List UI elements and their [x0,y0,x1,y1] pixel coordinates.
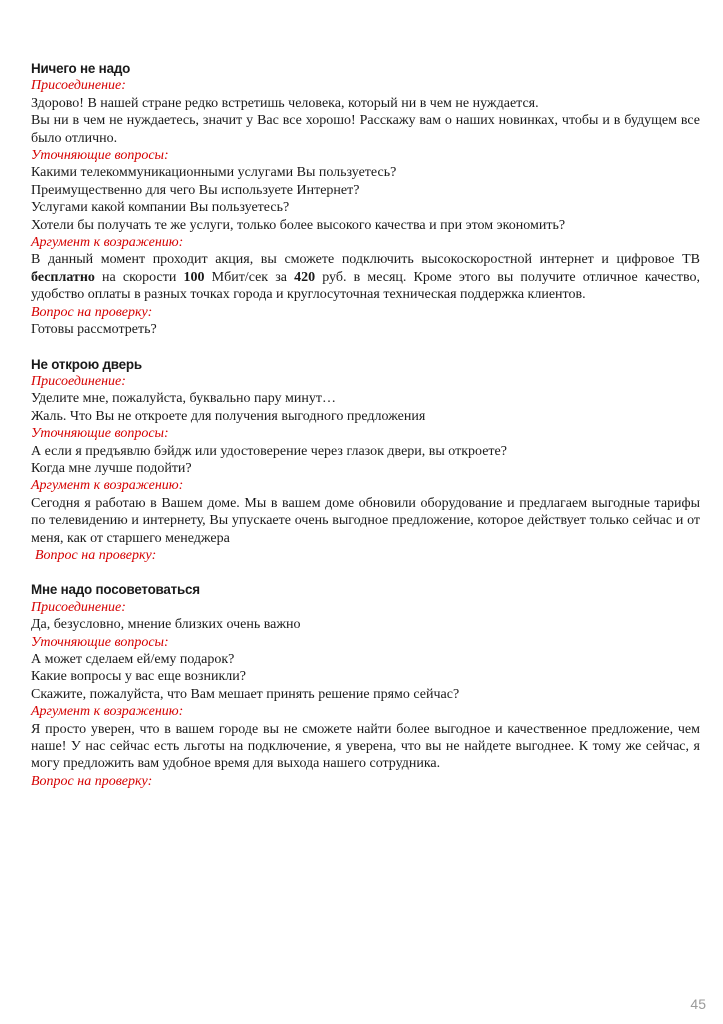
argument-label: Аргумент к возражению: [31,478,184,494]
document-page [31,60,700,790]
question-item: Скажите, пожалуйста, что Вам мешает принять решение прямо сейчас? [31,686,460,702]
join-line: Да, безусловно, мнение близких очень важно [31,617,301,633]
page-number: 45 [690,996,706,1012]
join-label: Присоединение: [31,373,126,389]
argument-text: Сегодня я работаю в Вашем доме. Мы в вашем доме обновили оборудование и предлагаем выгодные тарифы по телевидению и интернету, Вы упускаете очень выгодное предложение, которое действует только сейчас и от меня, как от старшего менеджера [31,495,700,546]
section-need-to-consult [31,581,700,790]
join-label: Присоединение: [31,599,126,615]
check-label: Вопрос на проверку: [35,547,157,563]
join-label: Присоединение: [31,78,126,94]
section-heading: Не открою дверь [31,356,142,372]
check-label: Вопрос на проверку: [31,773,153,789]
question-item: Преимущественно для чего Вы используете Интернет? [31,182,360,198]
join-line: Жаль. Что Вы не откроете для получения выгодного предложения [31,408,426,424]
section-heading: Ничего не надо [31,61,131,76]
question-item: А может сделаем ей/ему подарок? [31,652,235,667]
question-item: Услугами какой компании Вы пользуетесь? [31,200,290,216]
speed-value: 100 [183,269,205,285]
section-nothing-needed [31,60,700,339]
argument-text: Я просто уверен, что в вашем городе вы не сможете найти более выгодное и качественное предложение, чем наше! У нас сейчас есть льготы на подключение, я уверена, что вы не найдете выгоднее. К тому же сейчас, я могу предложить вам удобное время для выхода нашего сотрудника. [31,721,700,772]
join-line: Вы ни в чем не нуждаетесь, значит у Вас все хорошо! Расскажу вам о наших новинках, чтобы и в будущем все было отлично. [31,113,700,146]
argument-label: Аргумент к возражению: [31,704,184,720]
join-line: Здорово! В нашей стране редко встретишь человека, который ни в чем не нуждается. [31,95,539,111]
price-value: 420 [294,269,316,285]
argument-text: В данный момент проходит акция, вы сможете подключить высокоскоростной интернет и цифровое ТВ бесплатно на скорости 100 Мбит/сек за 420 руб. в месяц. Кроме этого вы получите отличное качество, удобство оплаты в разных точках города и круглосуточная техническая поддержка клиентов. [31,252,701,303]
questions-label: Уточняющие вопросы: [31,426,169,442]
questions-label: Уточняющие вопросы: [31,148,169,164]
section-heading: Мне надо посоветоваться [31,582,200,598]
check-question: Готовы рассмотреть? [31,322,157,338]
question-item: Какими телекоммуникационными услугами Вы пользуетесь? [31,165,397,181]
questions-label: Уточняющие вопросы: [31,634,169,650]
question-item: Хотели бы получать те же услуги, только более высокого качества и при этом экономить? [31,217,566,233]
argument-label: Аргумент к возражению: [31,235,184,251]
question-item: А если я предъявлю бэйдж или удостоверение через глазок двери, вы откроете? [31,443,507,459]
price-free: бесплатно [31,269,95,285]
check-label: Вопрос на проверку: [31,304,153,320]
question-item: Какие вопросы у вас еще возникли? [31,669,246,685]
join-line: Уделите мне, пожалуйста, буквально пару минут… [31,391,337,407]
section-wont-open-door [31,356,700,565]
question-item: Когда мне лучше подойти? [31,460,192,476]
